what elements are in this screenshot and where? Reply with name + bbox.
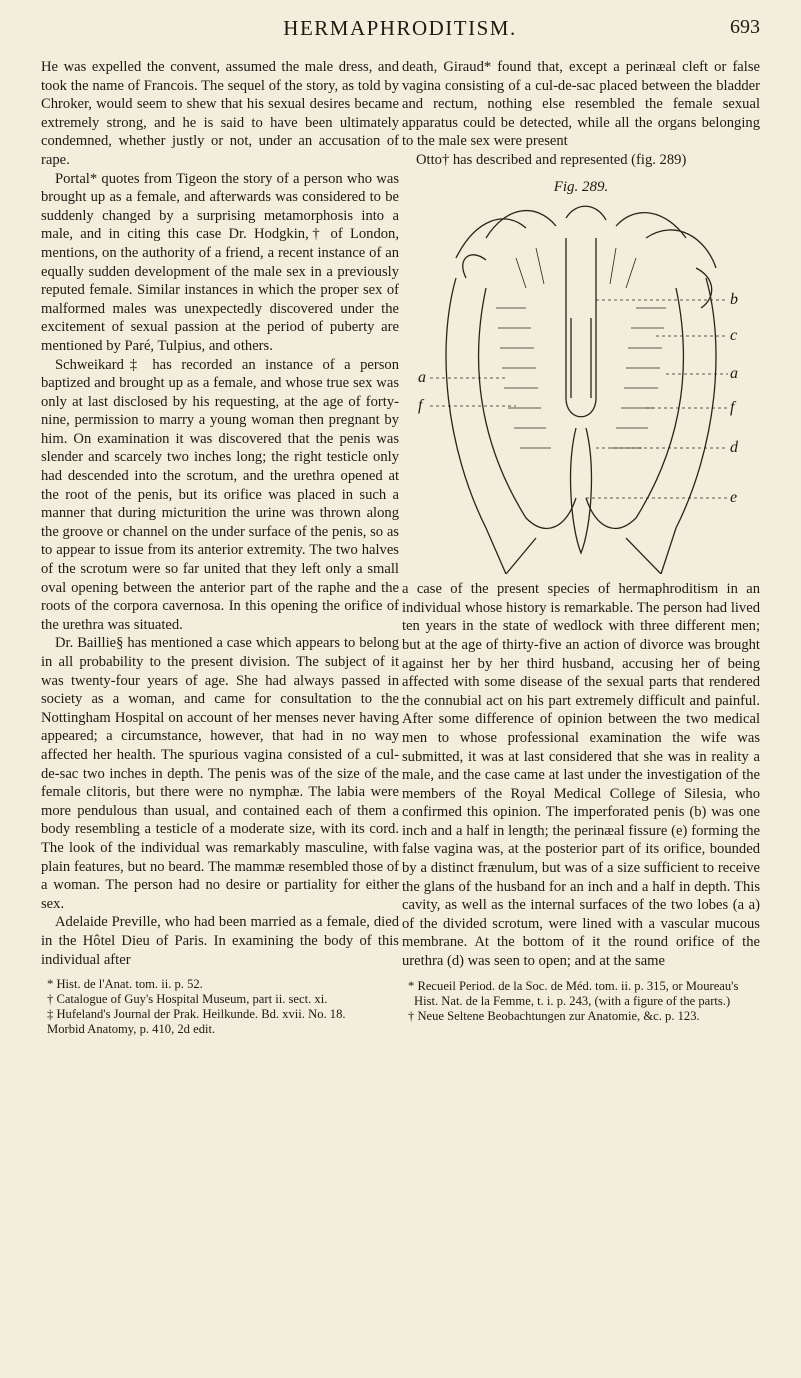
footnote: * Hist. de l'Anat. tom. ii. p. 52. (47, 977, 203, 992)
figure-label-f-left: f (418, 397, 423, 415)
paragraph: Adelaide Preville, who had been married as a female, died in the Hôtel Dieu of Paris. In examining the body of this individual after (41, 914, 399, 968)
right-column (402, 58, 760, 1024)
left-column (41, 58, 399, 1037)
running-header (40, 16, 760, 46)
paragraph: a case of the present species of hermaphroditism in an individual whose history is remarkable. The person had lived ten years in the state of wedlock with three different men; but at the age of thirty-five an action of divorce was brought against her by her third husband, accusing her of being affected with some disease of the sexual parts that rendered the connubial act on his part extremely difficult and painful. After some difference of opinion between the two medical men to whose professional examination the wife was submitted, it was at last considered that she was in reality a male, and the case came at last under the investigation of the members of the Royal Medical College of Silesia, who confirmed this opinion. The imperforated penis (b) was one inch and a half in length; the perinæal fissure (e) forming the false vagina was, at the posterior part of its orifice, bounded by a distinct frænulum, but was of a size sufficient to receive the glans of the husband for an inch and a half in depth. This cavity, as well as the internal surfaces of the two lobes (a a) of the divided scrotum, were lined with a vascular mucous membrane. At the bottom of it the round orifice of the urethra (d) was seen to open; and at the same (402, 581, 760, 970)
page-number: 693 (730, 16, 760, 38)
footnotes-right (402, 979, 760, 1024)
paragraph: Dr. Baillie§ has mentioned a case which appears to belong in all probability to the present division. The subject of it was twenty-four years of age. She had always passed in society as a woman, and came for consultation to the Nottingham Hospital on account of her menses never having appeared; a circumstance, however, that had in no way affected her health. The spurious vagina consisted of a cul-de-sac two inches in depth. The penis was of the size of the female clitoris, but there were no nymphæ. The labia were more pendulous than usual, and contained each of them a body resembling a testicle of a moderate size, with its cord. The look of the individual was remarkably masculine, with plain features, but no beard. The mammæ resembled those of a woman. The person had no desire or partiality for either sex. (41, 635, 399, 912)
footnote: † Neue Seltene Beobachtungen zur Anatomie, &c. p. 123. (408, 1008, 700, 1023)
footnote: Morbid Anatomy, p. 410, 2d edit. (47, 1022, 216, 1037)
figure-label-e: e (730, 489, 738, 507)
paragraph: He was expelled the convent, assumed the male dress, and took the name of Francois. The sequel of the story, as told by Chroker, would seem to shew that his sexual desires became extremely strong, and he is said to have been ultimately condemned, whether justly or not, under an accusation of rape. (41, 59, 399, 168)
figure-label-c: c (730, 327, 738, 345)
figure-label-f-right: f (730, 399, 735, 417)
anatomical-figure (416, 198, 746, 574)
footnote: * Recueil Period. de la Soc. de Méd. tom. ii. p. 315, or Moureau's Hist. Nat. de la Femme, t. i. p. 243, (with a figure of the parts.) (408, 978, 739, 1008)
footnotes-left (41, 977, 399, 1037)
paragraph: death, Giraud* found that, except a perinæal cleft or false vagina consisting of a cul-de-sac placed between the bladder and rectum, nothing else resembled the female sexual apparatus could be detected, while all the organs belonging to the male sex were present (402, 59, 760, 150)
running-title: HERMAPHRODITISM. (283, 16, 517, 40)
paragraph: Otto† has described and represented (fig. 289) (416, 151, 687, 168)
figure-label-a-left: a (418, 369, 426, 387)
figure-label-d: d (730, 439, 738, 457)
paragraph: Schweikard‡ has recorded an instance of a person baptized and brought up as a female, and whose true sex was only at last disclosed by his requesting, at the age of forty-nine, permission to marry a young woman then pregnant by him. On examination it was discovered that the penis was slender and scarcely two inches long; the right testicle only had descended into the scrotum, and the urethra opened at the root of the penis, but its orifice was placed in such a manner that during micturition the urine was thrown along the groove or channel on the under surface of the penis, so as to appear to issue from its anterior extremity. The two halves of the scrotum were so far united that they left only a small oval opening between the anterior part of the raphe and the roots of the corpora cavernosa. In this opening the orifice of the urethra was situated. (41, 356, 399, 633)
footnote: † Catalogue of Guy's Hospital Museum, part ii. sect. xi. (47, 992, 328, 1007)
footnote: ‡ Hufeland's Journal der Prak. Heilkunde. Bd. xvii. No. 18. (47, 1007, 346, 1022)
figure-caption: Fig. 289. (553, 178, 609, 195)
figure-label-b: b (730, 291, 738, 309)
paragraph: Portal* quotes from Tigeon the story of a person who was brought up as a female, and afterwards was considered to be suddenly changed by a surprising metamorphosis into a male, and in citing this case Dr. Hodgkin,† of London, mentions, on the authority of a friend, a recent instance of an equally sudden development of the male sex in a previously reputed female. Similar instances in which the proper sex of malformed males was unexpectedly discovered under the excitement of sexual passion at the period of puberty are mentioned by Paré, Tulpius, and others. (41, 170, 399, 354)
figure-label-a-right: a (730, 365, 738, 383)
